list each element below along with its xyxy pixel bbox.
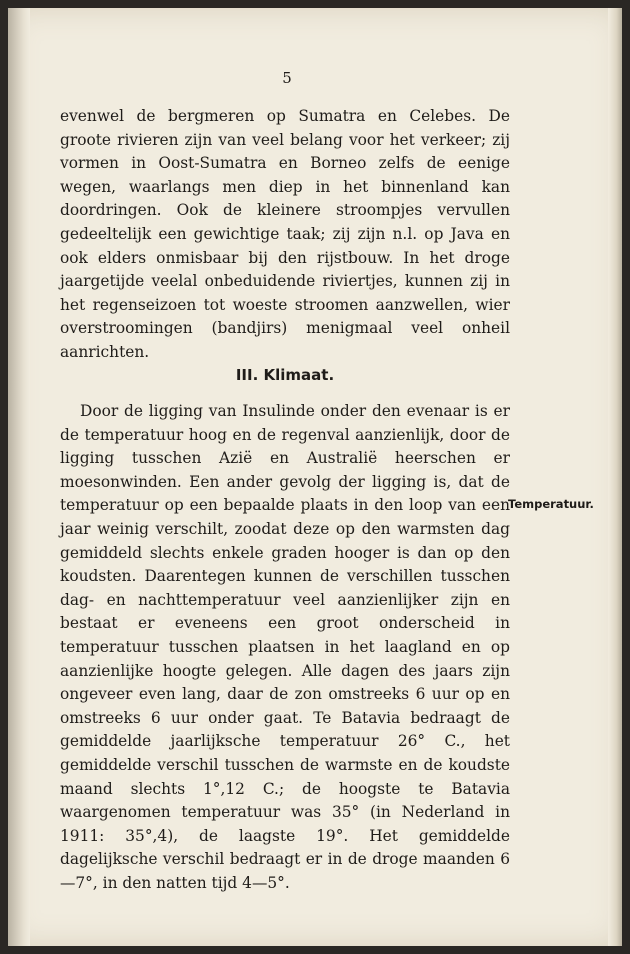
page-number: 5	[282, 69, 292, 87]
paragraph-climate: Door de ligging van Insulinde onder den evenaar is er de temperatuur hoog en de regenval aanzienlijk, door de ligging tusschen Azië en Australië heerschen er moesonwinden. Een ander gevolg der ligging is, dat de temperatuur op een bepaalde plaats in den loop van een jaar weinig verschilt, zoodat deze op den warmsten dag gemiddeld slechts enkele graden hooger is dan op den koudsten. Daarentegen kunnen de verschillen tusschen dag- en nachttemperatuur veel aanzienlijker zijn en bestaat er eveneens een groot onderscheid in temperatuur tusschen plaatsen in het laagland en op aanzienlijke hoogte gelegen. Alle dagen des jaars zijn ongeveer even lang, daar de zon omstreeks 6 uur op en omstreeks 6 uur onder gaat. Te Batavia bedraagt de gemiddelde jaarlijksche temperatuur 26° C., het gemiddelde verschil tusschen de warmste en de koudste maand slechts 1°,12 C.; de hoogste te Batavia waargenomen temperatuur was 35° (in Nederland in 1911: 35°,4), de laagste 19°. Het gemiddelde dagelijksche verschil bedraagt er in de droge maanden 6—7°, in den natten tijd 4—5°.	[60, 402, 510, 892]
book-page	[8, 8, 622, 946]
text-block-top	[60, 105, 510, 365]
text-block-climate	[60, 400, 510, 895]
binding-gutter	[8, 8, 30, 946]
page-edge	[608, 8, 622, 946]
paragraph-rivers: evenwel de bergmeren op Sumatra en Celebes. De groote rivieren zijn van veel belang voor het verkeer; zij vormen in Oost-Sumatra en Borneo zelfs de eenige wegen, waarlangs men diep in het binnenland kan doordringen. Ook de kleinere stroompjes vervullen gedeeltelijk een gewichtige taak; zij zijn n.l. op Java en ook elders onmisbaar bij den rijstbouw. In het droge jaargetijde veelal onbeduidende riviertjes, kunnen zij in het regenseizoen tot woeste stroomen aanzwellen, wier overstroomingen (bandjirs) menigmaal veel onheil aanrichten.	[60, 107, 510, 361]
section-heading: III. Klimaat.	[235, 366, 335, 384]
margin-note-temperatuur: Temperatuur.	[508, 497, 594, 511]
